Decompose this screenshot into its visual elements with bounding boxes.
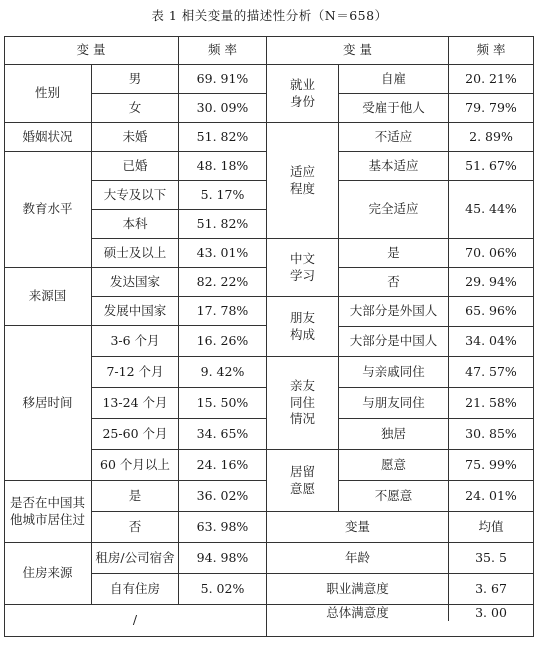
value-male: 男 bbox=[92, 65, 179, 94]
value-developed-country: 发达国家 bbox=[92, 268, 179, 297]
freq-unwilling: 24. 01% bbox=[449, 481, 534, 512]
freq-other-city-yes: 36. 02% bbox=[179, 481, 267, 512]
value-fully-adapted: 完全适应 bbox=[339, 181, 449, 239]
category-origin-country: 来源国 bbox=[4, 268, 92, 326]
label-overall-satisfaction: 总体满意度 bbox=[267, 605, 449, 621]
label-job-satisfaction: 职业满意度 bbox=[267, 574, 449, 605]
value-live-with-relatives: 与亲戚同住 bbox=[339, 357, 449, 388]
value-other-city-no: 否 bbox=[92, 512, 179, 543]
value-unmarried: 未婚 bbox=[92, 123, 179, 152]
value-female: 女 bbox=[92, 94, 179, 123]
freq-male: 69. 91% bbox=[179, 65, 267, 94]
table-caption: 表 1 相关变量的描述性分析（N＝658） bbox=[151, 8, 388, 23]
freq-duration-25-60: 34. 65% bbox=[179, 419, 267, 450]
value-duration-25-60: 25-60 个月 bbox=[92, 419, 179, 450]
value-live-with-friends: 与朋友同住 bbox=[339, 388, 449, 419]
value-willing: 愿意 bbox=[339, 450, 449, 481]
freq-live-with-friends: 21. 58% bbox=[449, 388, 534, 419]
freq-chinese-yes: 70. 06% bbox=[449, 239, 534, 268]
value-chinese-no: 否 bbox=[339, 268, 449, 297]
category-housing-source: 住房来源 bbox=[4, 543, 92, 605]
value-other-city-yes: 是 bbox=[92, 481, 179, 512]
freq-housing-rent: 94. 98% bbox=[179, 543, 267, 574]
category-adaptation: 适应程度 bbox=[267, 123, 339, 239]
value-housing-owned: 自有住房 bbox=[92, 574, 179, 605]
freq-duration-13-24: 15. 50% bbox=[179, 388, 267, 419]
header-frequency-right: 频 率 bbox=[449, 36, 534, 65]
value-edu-college-below: 大专及以下 bbox=[92, 181, 179, 210]
freq-willing: 75. 99% bbox=[449, 450, 534, 481]
value-married: 已婚 bbox=[92, 152, 179, 181]
value-mostly-chinese-friends: 大部分是中国人 bbox=[339, 327, 449, 357]
freq-other-city-no: 63. 98% bbox=[179, 512, 267, 543]
freq-not-adapted: 2. 89% bbox=[449, 123, 534, 152]
header-variable-left: 变 量 bbox=[4, 36, 179, 65]
freq-mostly-foreign-friends: 65. 96% bbox=[449, 297, 534, 327]
empty-slash-cell: / bbox=[4, 605, 267, 637]
descriptive-statistics-table bbox=[4, 36, 534, 637]
category-friend-composition: 朋友构成 bbox=[267, 297, 339, 357]
category-employment: 就业身份 bbox=[267, 65, 339, 123]
freq-mostly-chinese-friends: 34. 04% bbox=[449, 327, 534, 357]
category-lived-other-city: 是否在中国其他城市居住过 bbox=[4, 481, 92, 543]
header-variable-right: 变 量 bbox=[267, 36, 449, 65]
freq-self-employed: 20. 21% bbox=[449, 65, 534, 94]
value-edu-master-above: 硕士及以上 bbox=[92, 239, 179, 268]
freq-developing-country: 17. 78% bbox=[179, 297, 267, 326]
freq-basically-adapted: 51. 67% bbox=[449, 152, 534, 181]
freq-chinese-no: 29. 94% bbox=[449, 268, 534, 297]
category-cohabitation: 亲友同住情况 bbox=[267, 357, 339, 450]
value-edu-bachelor: 本科 bbox=[92, 210, 179, 239]
freq-live-alone: 30. 85% bbox=[449, 419, 534, 450]
freq-edu-bachelor: 51. 82% bbox=[179, 210, 267, 239]
freq-duration-7-12: 9. 42% bbox=[179, 357, 267, 388]
value-chinese-yes: 是 bbox=[339, 239, 449, 268]
freq-fully-adapted: 45. 44% bbox=[449, 181, 534, 239]
freq-developed-country: 82. 22% bbox=[179, 268, 267, 297]
category-migration-duration: 移居时间 bbox=[4, 326, 92, 481]
freq-duration-3-6: 16. 26% bbox=[179, 326, 267, 357]
value-developing-country: 发展中国家 bbox=[92, 297, 179, 326]
value-duration-7-12: 7-12 个月 bbox=[92, 357, 179, 388]
category-gender: 性别 bbox=[4, 65, 92, 123]
value-housing-rent: 租房/公司宿舍 bbox=[92, 543, 179, 574]
freq-unmarried: 51. 82% bbox=[179, 123, 267, 152]
header-mean-variable: 变量 bbox=[267, 512, 449, 543]
value-unwilling: 不愿意 bbox=[339, 481, 449, 512]
freq-employed-by-others: 79. 79% bbox=[449, 94, 534, 123]
value-self-employed: 自雇 bbox=[339, 65, 449, 94]
value-not-adapted: 不适应 bbox=[339, 123, 449, 152]
value-duration-3-6: 3-6 个月 bbox=[92, 326, 179, 357]
category-chinese-learning: 中文学习 bbox=[267, 239, 339, 297]
freq-married: 48. 18% bbox=[179, 152, 267, 181]
value-overall-satisfaction: 3. 00 bbox=[449, 605, 534, 621]
freq-edu-college-below: 5. 17% bbox=[179, 181, 267, 210]
freq-live-with-relatives: 47. 57% bbox=[449, 357, 534, 388]
category-education: 教育水平 bbox=[4, 152, 92, 268]
category-stay-willingness: 居留意愿 bbox=[267, 450, 339, 512]
value-live-alone: 独居 bbox=[339, 419, 449, 450]
freq-female: 30. 09% bbox=[179, 94, 267, 123]
value-basically-adapted: 基本适应 bbox=[339, 152, 449, 181]
value-mostly-foreign-friends: 大部分是外国人 bbox=[339, 297, 449, 327]
value-duration-60-plus: 60 个月以上 bbox=[92, 450, 179, 481]
header-frequency-left: 频 率 bbox=[179, 36, 267, 65]
freq-housing-owned: 5. 02% bbox=[179, 574, 267, 605]
value-job-satisfaction: 3. 67 bbox=[449, 574, 534, 605]
freq-edu-master-above: 43. 01% bbox=[179, 239, 267, 268]
value-duration-13-24: 13-24 个月 bbox=[92, 388, 179, 419]
value-age: 35. 5 bbox=[449, 543, 534, 574]
freq-duration-60-plus: 24. 16% bbox=[179, 450, 267, 481]
category-marital-status: 婚姻状况 bbox=[4, 123, 92, 152]
header-mean-value: 均值 bbox=[449, 512, 534, 543]
value-employed-by-others: 受雇于他人 bbox=[339, 94, 449, 123]
label-age: 年龄 bbox=[267, 543, 449, 574]
